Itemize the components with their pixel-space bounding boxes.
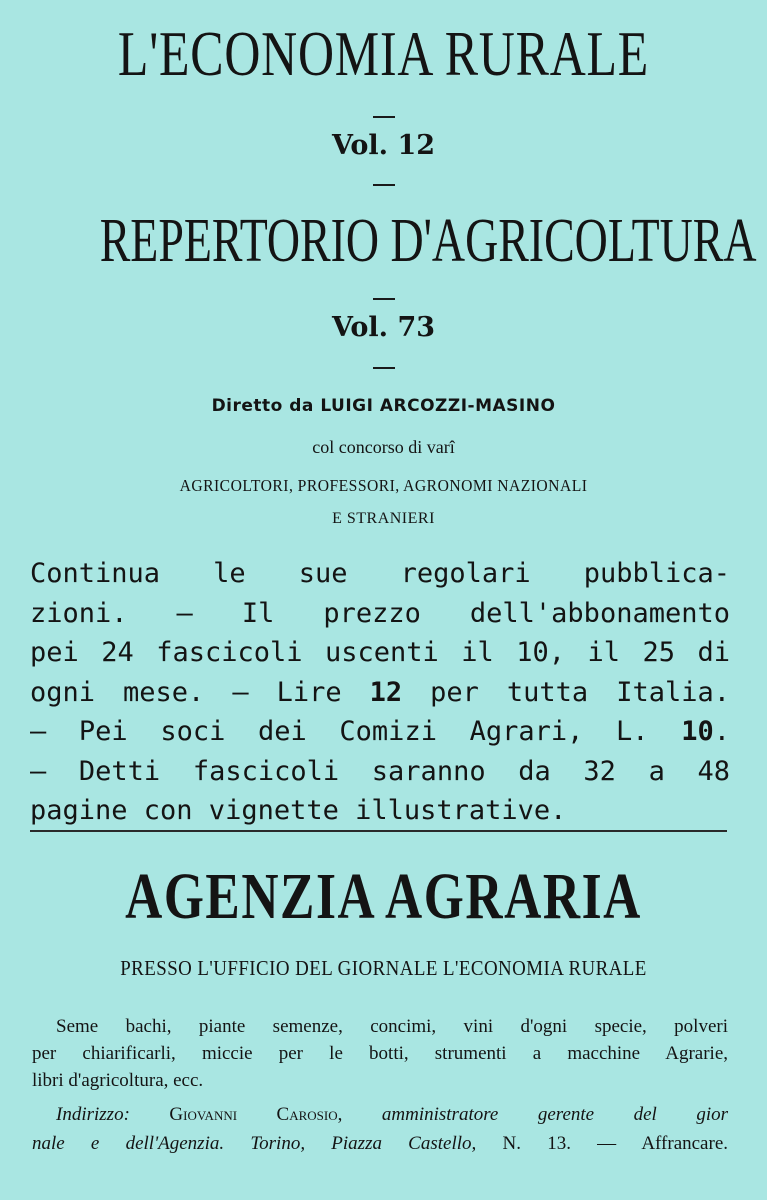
price-members: 10	[681, 716, 714, 747]
publication-title: L'ECONOMIA RURALE	[117, 18, 650, 89]
price-italy: 12	[369, 676, 403, 708]
divider-dash	[373, 184, 395, 186]
foreigners-line: E STRANIERI	[332, 510, 435, 527]
agency-subtitle: PRESSO L'UFFICIO DEL GIORNALE L'ECONOMIA RURALE	[120, 956, 647, 980]
agency-title: AGENZIA AGRARIA	[125, 860, 642, 933]
address-city: nale e dell'Agenzia. Torino, Piazza Castello,	[32, 1133, 477, 1154]
notice-line: zioni. — Il prezzo dell'abbonamento	[30, 597, 730, 629]
notice-line: pei 24 fascicoli uscenti il 10, il 25 di	[30, 637, 730, 668]
address-number: N. 13. — Affrancare.	[476, 1133, 729, 1154]
notice-text: .	[713, 716, 730, 747]
agency-items	[32, 1013, 728, 1094]
section-rule	[30, 830, 727, 832]
publication-subtitle: REPERTORIO D'AGRICOLTURA	[99, 207, 757, 275]
notice-line	[30, 712, 730, 752]
director-line: Diretto da LUIGI ARCOZZI-MASINO	[211, 396, 556, 416]
notice-line: — Detti fascicoli saranno da 32 a 48	[30, 755, 730, 787]
notice-text: ogni mese. — Lire	[30, 676, 370, 708]
subscription-notice	[30, 554, 730, 831]
divider-dash	[373, 116, 395, 118]
divider-dash	[373, 367, 395, 369]
address-line	[32, 1100, 728, 1129]
volume-number-second: Vol. 73	[331, 312, 436, 343]
address-role: amministratore gerente del gior	[381, 1104, 728, 1125]
notice-line	[30, 673, 730, 713]
contribution-line: col concorso di varî	[312, 437, 455, 457]
address-label: Indirizzo:	[56, 1104, 130, 1125]
volume-number-first: Vol. 12	[331, 130, 436, 161]
agency-address	[32, 1100, 728, 1158]
agency-items-line: Seme bachi, piante semenze, concimi, vini d'ogni specie, polveri	[56, 1016, 728, 1037]
notice-text: per tutta Italia.	[402, 676, 730, 708]
notice-line: Continua le sue regolari pubblica-	[30, 558, 730, 589]
notice-text: — Pei soci dei Comizi Agrari, L.	[30, 716, 682, 747]
agency-items-line: libri d'agricoltura, ecc.	[32, 1070, 204, 1091]
address-name: Giovanni Carosio,	[129, 1104, 382, 1125]
agency-items-line: per chiarificarli, miccie per le botti, strumenti a macchine Agrarie,	[32, 1043, 728, 1064]
notice-line: pagine con vignette illustrative.	[30, 795, 567, 826]
divider-dash	[373, 298, 395, 300]
address-line	[32, 1129, 728, 1158]
contributors-line: AGRICOLTORI, PROFESSORI, AGRONOMI NAZIONALI	[179, 476, 588, 495]
